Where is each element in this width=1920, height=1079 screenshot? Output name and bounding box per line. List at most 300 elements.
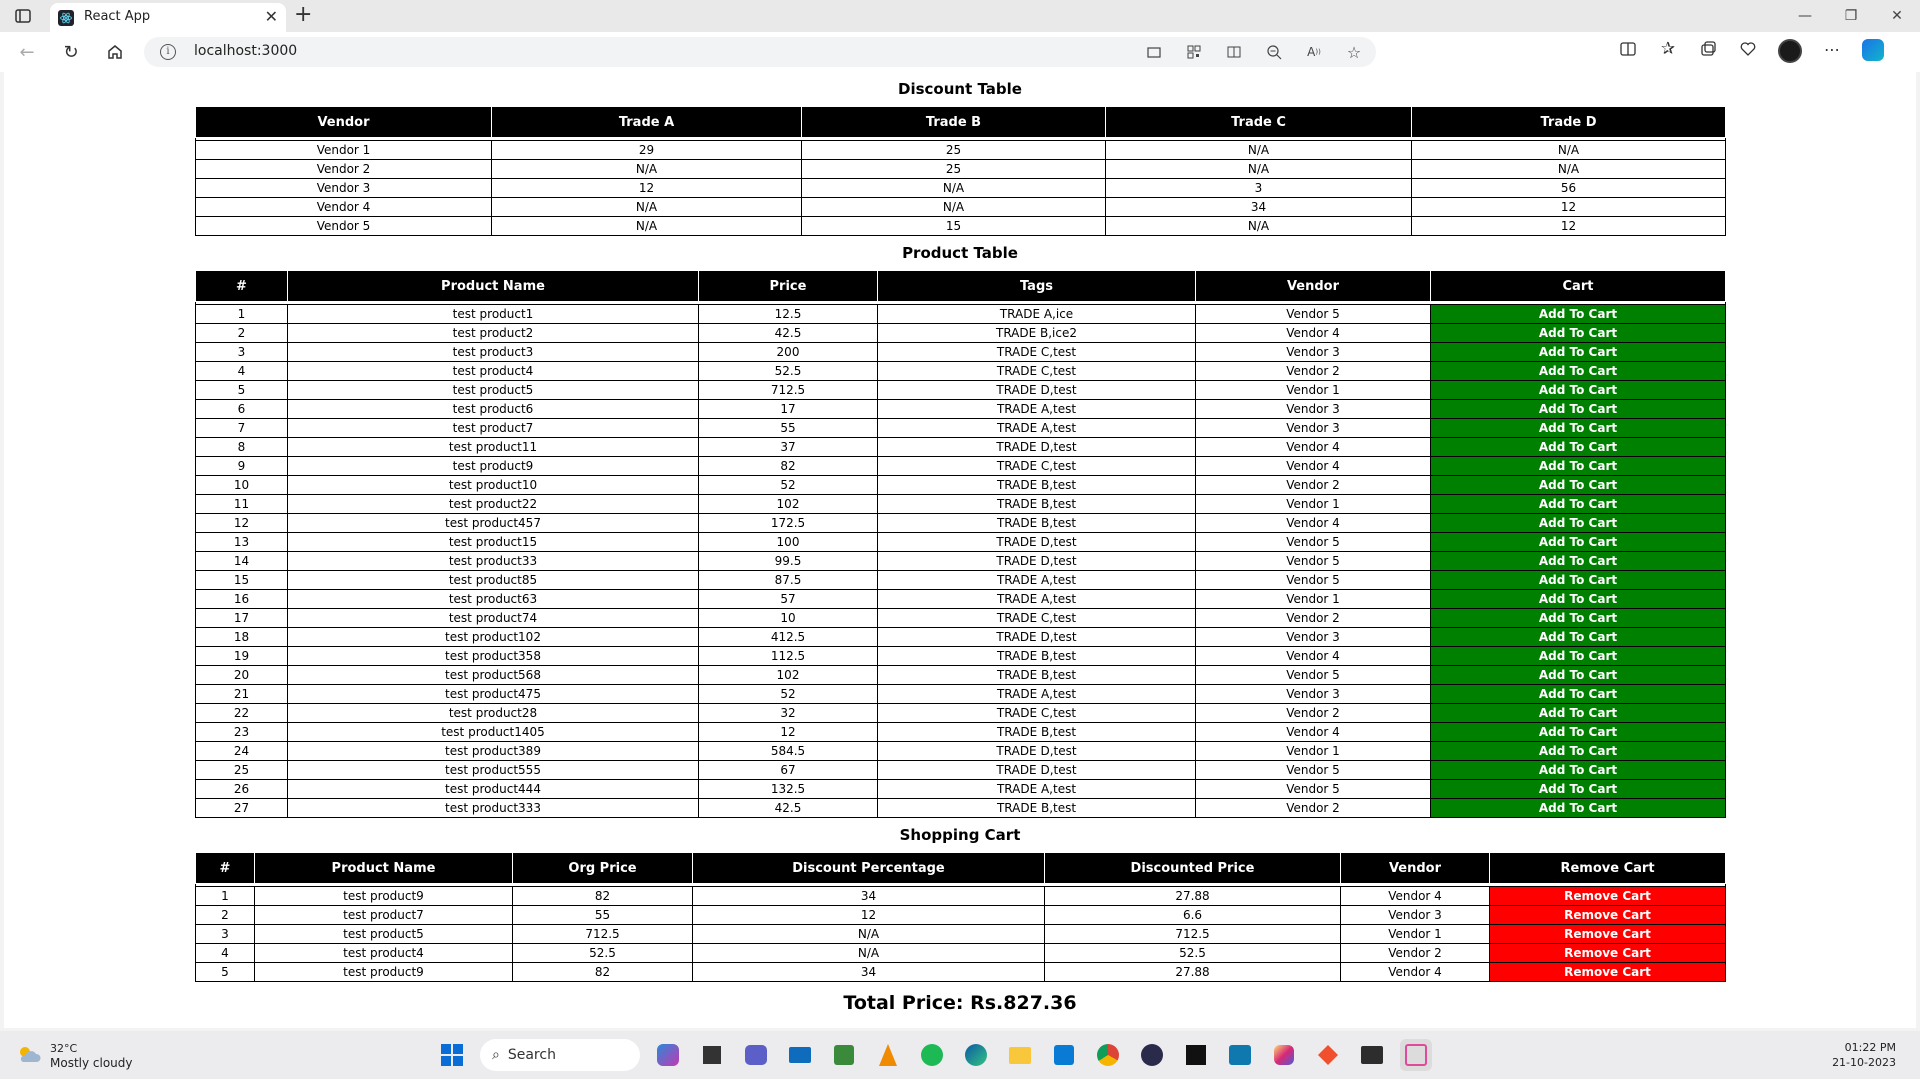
table-cell: 11 xyxy=(196,495,288,514)
table-cell: 57 xyxy=(699,590,878,609)
shopping-cart-table xyxy=(195,852,1726,982)
table-cell: TRADE D,test xyxy=(878,533,1196,552)
table-cell: Vendor 1 xyxy=(1196,495,1431,514)
add-to-cart-button[interactable]: Add To Cart xyxy=(1431,438,1726,457)
table-cell: TRADE D,test xyxy=(878,742,1196,761)
discount-table xyxy=(195,106,1726,236)
table-cell: 10 xyxy=(699,609,878,628)
product-table-row xyxy=(196,419,1726,438)
table-cell: Vendor 3 xyxy=(1196,685,1431,704)
table-cell: N/A xyxy=(802,179,1106,198)
split-view-icon[interactable] xyxy=(1618,39,1638,59)
header-trade-a: Trade A xyxy=(492,107,802,138)
table-cell: 6.6 xyxy=(1045,906,1341,925)
header-price: Price xyxy=(699,271,878,302)
table-cell: 52.5 xyxy=(1045,944,1341,963)
add-to-cart-button[interactable]: Add To Cart xyxy=(1431,571,1726,590)
table-cell: 112.5 xyxy=(699,647,878,666)
table-cell: Vendor 1 xyxy=(1196,590,1431,609)
table-cell: TRADE A,test xyxy=(878,590,1196,609)
table-cell: test product9 xyxy=(255,887,513,906)
product-table-row xyxy=(196,343,1726,362)
table-cell: Vendor 4 xyxy=(1196,723,1431,742)
remove-cart-button[interactable]: Remove Cart xyxy=(1490,944,1726,963)
browser-essentials-icon[interactable] xyxy=(1738,39,1758,59)
table-cell: 23 xyxy=(196,723,288,742)
copilot-icon[interactable] xyxy=(1862,39,1884,61)
product-table-row xyxy=(196,799,1726,818)
tab-actions-icon[interactable] xyxy=(14,7,32,25)
table-cell: 99.5 xyxy=(699,552,878,571)
close-window-icon[interactable]: ✕ xyxy=(1891,8,1903,24)
restore-icon[interactable]: ❐ xyxy=(1844,8,1858,24)
refresh-icon[interactable]: ↻ xyxy=(63,41,79,63)
product-table-row xyxy=(196,495,1726,514)
table-cell: Vendor 5 xyxy=(1196,533,1431,552)
add-to-cart-button[interactable]: Add To Cart xyxy=(1431,666,1726,685)
table-cell: test product63 xyxy=(288,590,699,609)
header-discounted-price: Discounted Price xyxy=(1045,853,1341,884)
mail-icon[interactable] xyxy=(784,1039,816,1071)
table-cell: TRADE B,test xyxy=(878,647,1196,666)
table-cell: 27 xyxy=(196,799,288,818)
git-app-icon[interactable] xyxy=(1312,1039,1344,1071)
product-table-row xyxy=(196,704,1726,723)
add-to-cart-button[interactable]: Add To Cart xyxy=(1431,590,1726,609)
add-to-cart-button[interactable]: Add To Cart xyxy=(1431,533,1726,552)
header-org-price: Org Price xyxy=(513,853,693,884)
table-cell: 42.5 xyxy=(699,324,878,343)
table-cell: 712.5 xyxy=(1045,925,1341,944)
table-cell: Vendor 5 xyxy=(1196,666,1431,685)
home-icon[interactable] xyxy=(104,41,126,63)
table-cell: 172.5 xyxy=(699,514,878,533)
table-cell: test product7 xyxy=(255,906,513,925)
table-cell: TRADE D,test xyxy=(878,438,1196,457)
add-to-cart-button[interactable]: Add To Cart xyxy=(1431,343,1726,362)
table-cell: TRADE A,test xyxy=(878,685,1196,704)
table-cell: N/A xyxy=(1412,160,1726,179)
table-cell: test product11 xyxy=(288,438,699,457)
product-table-body xyxy=(196,302,1726,818)
back-icon[interactable]: ← xyxy=(19,41,35,63)
weather-widget[interactable] xyxy=(16,1041,146,1071)
table-cell: 55 xyxy=(513,906,693,925)
product-table xyxy=(195,270,1726,818)
table-cell: 52 xyxy=(699,685,878,704)
profile-avatar[interactable] xyxy=(1778,39,1802,63)
browser-tab[interactable] xyxy=(50,3,286,32)
table-cell: 9 xyxy=(196,457,288,476)
table-cell: Vendor 4 xyxy=(1341,887,1490,906)
table-cell: 32 xyxy=(699,704,878,723)
product-table-header-row xyxy=(196,271,1726,302)
clock-time: 01:22 PM xyxy=(1844,1041,1896,1054)
copilot-app-icon[interactable] xyxy=(652,1039,684,1071)
table-cell: N/A xyxy=(1106,141,1412,160)
cloudy-weather-icon xyxy=(16,1043,42,1065)
add-to-cart-button[interactable]: Add To Cart xyxy=(1431,457,1726,476)
table-cell: test product9 xyxy=(288,457,699,476)
table-cell: TRADE B,test xyxy=(878,666,1196,685)
table-cell: 2 xyxy=(196,906,255,925)
react-logo-icon xyxy=(58,10,74,26)
table-cell: test product555 xyxy=(288,761,699,780)
product-table-row xyxy=(196,590,1726,609)
table-cell: test product389 xyxy=(288,742,699,761)
header-cart: Cart xyxy=(1431,271,1726,302)
new-tab-icon[interactable]: + xyxy=(294,2,313,27)
split-screen-icon[interactable] xyxy=(1224,42,1244,62)
add-to-cart-button[interactable]: Add To Cart xyxy=(1431,476,1726,495)
remove-cart-button[interactable]: Remove Cart xyxy=(1490,925,1726,944)
table-cell: test product4 xyxy=(288,362,699,381)
photos-icon[interactable] xyxy=(828,1039,860,1071)
read-aloud-icon[interactable]: A )) xyxy=(1307,45,1321,59)
minimize-icon[interactable]: — xyxy=(1798,8,1812,24)
table-cell: 37 xyxy=(699,438,878,457)
cart-table-body xyxy=(196,884,1726,982)
site-info-icon[interactable]: i xyxy=(160,44,176,60)
discount-table-row xyxy=(196,160,1726,179)
table-cell: Vendor 5 xyxy=(1196,761,1431,780)
table-cell: 2 xyxy=(196,324,288,343)
add-to-cart-button[interactable]: Add To Cart xyxy=(1431,324,1726,343)
kotlin-app-icon[interactable] xyxy=(1180,1039,1212,1071)
taskbar-apps xyxy=(436,1039,1432,1071)
table-cell: 25 xyxy=(802,160,1106,179)
page-viewport xyxy=(4,72,1916,1028)
edge-browser-icon[interactable] xyxy=(960,1039,992,1071)
add-to-cart-button[interactable]: Add To Cart xyxy=(1431,704,1726,723)
cart-table-row xyxy=(196,963,1726,982)
discount-table-title: Discount Table xyxy=(898,80,1022,98)
table-cell: Vendor 4 xyxy=(1196,647,1431,666)
table-cell: Vendor 2 xyxy=(196,160,492,179)
table-cell: test product102 xyxy=(288,628,699,647)
table-cell: Vendor 3 xyxy=(196,179,492,198)
url-bar-icons xyxy=(1144,42,1364,62)
table-cell: TRADE B,test xyxy=(878,476,1196,495)
table-cell: 82 xyxy=(513,887,693,906)
table-cell: Vendor 2 xyxy=(1196,799,1431,818)
table-cell: TRADE D,test xyxy=(878,381,1196,400)
close-tab-icon[interactable]: ✕ xyxy=(264,7,278,26)
clock-date: 21-10-2023 xyxy=(1832,1056,1896,1069)
table-cell: 19 xyxy=(196,647,288,666)
add-to-cart-button[interactable]: Add To Cart xyxy=(1431,780,1726,799)
header-vendor: Vendor xyxy=(1341,853,1490,884)
table-cell: Vendor 4 xyxy=(1196,514,1431,533)
table-cell: N/A xyxy=(492,160,802,179)
favorite-star-icon[interactable]: ☆ xyxy=(1346,42,1362,62)
add-to-cart-button[interactable]: Add To Cart xyxy=(1431,514,1726,533)
terminal-icon[interactable] xyxy=(1356,1039,1388,1071)
header-trade-d: Trade D xyxy=(1412,107,1726,138)
discount-table-row xyxy=(196,141,1726,160)
table-cell: test product6 xyxy=(288,400,699,419)
url-box[interactable] xyxy=(144,37,1376,67)
add-to-cart-button[interactable]: Add To Cart xyxy=(1431,381,1726,400)
table-cell: test product568 xyxy=(288,666,699,685)
table-cell: Vendor 3 xyxy=(1196,419,1431,438)
add-to-cart-button[interactable]: Add To Cart xyxy=(1431,685,1726,704)
table-cell: 200 xyxy=(699,343,878,362)
table-cell: TRADE C,test xyxy=(878,704,1196,723)
table-cell: 25 xyxy=(196,761,288,780)
table-cell: TRADE A,ice xyxy=(878,305,1196,324)
qr-code-icon[interactable] xyxy=(1184,42,1204,62)
table-cell: test product1 xyxy=(288,305,699,324)
product-table-row xyxy=(196,685,1726,704)
table-cell: Vendor 2 xyxy=(1196,609,1431,628)
chrome-icon[interactable] xyxy=(1092,1039,1124,1071)
add-to-cart-button[interactable]: Add To Cart xyxy=(1431,742,1726,761)
table-cell: 15 xyxy=(196,571,288,590)
add-to-cart-button[interactable]: Add To Cart xyxy=(1431,419,1726,438)
search-icon: ⌕ xyxy=(492,1047,500,1063)
table-cell: Vendor 2 xyxy=(1341,944,1490,963)
teams-icon[interactable] xyxy=(740,1039,772,1071)
table-cell: TRADE A,test xyxy=(878,400,1196,419)
zoom-out-icon[interactable] xyxy=(1264,42,1284,62)
product-table-row xyxy=(196,533,1726,552)
add-to-cart-button[interactable]: Add To Cart xyxy=(1431,609,1726,628)
table-cell: TRADE C,test xyxy=(878,609,1196,628)
app-available-icon[interactable] xyxy=(1144,42,1164,62)
table-cell: 3 xyxy=(196,343,288,362)
table-cell: 7 xyxy=(196,419,288,438)
product-table-row xyxy=(196,324,1726,343)
table-cell: 82 xyxy=(699,457,878,476)
table-cell: Vendor 2 xyxy=(1196,362,1431,381)
table-cell: 24 xyxy=(196,742,288,761)
table-cell: 52 xyxy=(699,476,878,495)
media-app-icon[interactable] xyxy=(1136,1039,1168,1071)
table-cell: test product5 xyxy=(255,925,513,944)
table-cell: test product358 xyxy=(288,647,699,666)
product-table-row xyxy=(196,457,1726,476)
product-table-row xyxy=(196,647,1726,666)
shopping-cart-title: Shopping Cart xyxy=(899,826,1021,844)
table-cell: 26 xyxy=(196,780,288,799)
table-cell: TRADE B,test xyxy=(878,799,1196,818)
product-table-row xyxy=(196,761,1726,780)
table-cell: 52.5 xyxy=(513,944,693,963)
table-cell: Vendor 3 xyxy=(1196,628,1431,647)
weather-description: Mostly cloudy xyxy=(50,1056,133,1070)
table-cell: Vendor 5 xyxy=(1196,552,1431,571)
add-to-cart-button[interactable]: Add To Cart xyxy=(1431,362,1726,381)
table-cell: 712.5 xyxy=(699,381,878,400)
remove-cart-button[interactable]: Remove Cart xyxy=(1490,906,1726,925)
table-cell: N/A xyxy=(492,217,802,236)
prime-video-icon[interactable] xyxy=(1224,1039,1256,1071)
table-cell: 34 xyxy=(693,963,1045,982)
table-cell: N/A xyxy=(693,944,1045,963)
table-cell: TRADE B,test xyxy=(878,723,1196,742)
page-content xyxy=(4,72,1916,1014)
vlc-icon[interactable] xyxy=(872,1039,904,1071)
table-cell: test product9 xyxy=(255,963,513,982)
table-cell: N/A xyxy=(1106,160,1412,179)
table-cell: 27.88 xyxy=(1045,963,1341,982)
table-cell: Vendor 5 xyxy=(1196,780,1431,799)
add-to-cart-button[interactable]: Add To Cart xyxy=(1431,552,1726,571)
instagram-icon[interactable] xyxy=(1268,1039,1300,1071)
table-cell: 6 xyxy=(196,400,288,419)
table-cell: test product28 xyxy=(288,704,699,723)
table-cell: 56 xyxy=(1412,179,1726,198)
table-cell: Vendor 1 xyxy=(196,141,492,160)
folder-icon[interactable] xyxy=(1004,1039,1036,1071)
windows-start-icon[interactable] xyxy=(436,1039,468,1071)
table-cell: 100 xyxy=(699,533,878,552)
table-cell: N/A xyxy=(693,925,1045,944)
table-cell: 5 xyxy=(196,381,288,400)
address-bar-row xyxy=(0,32,1920,72)
header-product-name: Product Name xyxy=(255,853,513,884)
table-cell: Vendor 1 xyxy=(1341,925,1490,944)
table-cell: 12 xyxy=(492,179,802,198)
file-manager-icon[interactable] xyxy=(696,1039,728,1071)
remove-cart-button[interactable]: Remove Cart xyxy=(1490,887,1726,906)
table-cell: 12 xyxy=(196,514,288,533)
product-table-row xyxy=(196,571,1726,590)
cart-table-row xyxy=(196,906,1726,925)
header-index: # xyxy=(196,853,255,884)
header-product-name: Product Name xyxy=(288,271,699,302)
product-table-row xyxy=(196,514,1726,533)
table-cell: Vendor 3 xyxy=(1196,343,1431,362)
table-cell: 12 xyxy=(1412,198,1726,217)
table-cell: 27.88 xyxy=(1045,887,1341,906)
add-to-cart-button[interactable]: Add To Cart xyxy=(1431,628,1726,647)
collections-icon[interactable] xyxy=(1698,39,1718,59)
add-to-cart-button[interactable]: Add To Cart xyxy=(1431,647,1726,666)
table-cell: 29 xyxy=(492,141,802,160)
table-cell: 1 xyxy=(196,887,255,906)
product-table-row xyxy=(196,723,1726,742)
table-cell: TRADE A,test xyxy=(878,780,1196,799)
table-cell: 132.5 xyxy=(699,780,878,799)
product-table-row xyxy=(196,305,1726,324)
table-cell: test product2 xyxy=(288,324,699,343)
table-cell: 18 xyxy=(196,628,288,647)
product-table-row xyxy=(196,742,1726,761)
vscode-icon[interactable] xyxy=(1048,1039,1080,1071)
add-to-cart-button[interactable]: Add To Cart xyxy=(1431,400,1726,419)
table-cell: 22 xyxy=(196,704,288,723)
table-cell: test product85 xyxy=(288,571,699,590)
table-cell: N/A xyxy=(802,198,1106,217)
table-cell: TRADE D,test xyxy=(878,761,1196,780)
table-cell: test product15 xyxy=(288,533,699,552)
header-vendor: Vendor xyxy=(196,107,492,138)
table-cell: 12 xyxy=(1412,217,1726,236)
taskbar-search[interactable] xyxy=(480,1039,640,1071)
table-cell: 584.5 xyxy=(699,742,878,761)
table-cell: 34 xyxy=(693,887,1045,906)
table-cell: Vendor 1 xyxy=(1196,381,1431,400)
product-table-row xyxy=(196,400,1726,419)
table-cell: 20 xyxy=(196,666,288,685)
table-cell: test product10 xyxy=(288,476,699,495)
table-cell: 4 xyxy=(196,944,255,963)
table-cell: TRADE D,test xyxy=(878,552,1196,571)
table-cell: 412.5 xyxy=(699,628,878,647)
discount-table-header-row xyxy=(196,107,1726,138)
more-options-icon[interactable]: ⋯ xyxy=(1824,39,1840,59)
table-cell: test product444 xyxy=(288,780,699,799)
table-cell: 12 xyxy=(693,906,1045,925)
add-to-cart-button[interactable]: Add To Cart xyxy=(1431,799,1726,818)
remove-cart-button[interactable]: Remove Cart xyxy=(1490,963,1726,982)
discount-table-body xyxy=(196,138,1726,236)
table-cell: TRADE B,test xyxy=(878,495,1196,514)
table-cell: 102 xyxy=(699,495,878,514)
table-cell: Vendor 5 xyxy=(1196,571,1431,590)
add-to-cart-button[interactable]: Add To Cart xyxy=(1431,723,1726,742)
table-cell: 15 xyxy=(802,217,1106,236)
favorites-icon[interactable]: ✰ xyxy=(1660,39,1676,59)
add-to-cart-button[interactable]: Add To Cart xyxy=(1431,495,1726,514)
table-cell: test product1405 xyxy=(288,723,699,742)
table-cell: 67 xyxy=(699,761,878,780)
table-cell: 21 xyxy=(196,685,288,704)
product-table-row xyxy=(196,362,1726,381)
spotify-icon[interactable] xyxy=(916,1039,948,1071)
table-cell: Vendor 4 xyxy=(1196,324,1431,343)
table-cell: Vendor 4 xyxy=(1196,457,1431,476)
table-cell: 17 xyxy=(699,400,878,419)
table-cell: 12.5 xyxy=(699,305,878,324)
table-cell: 87.5 xyxy=(699,571,878,590)
taskbar-search-placeholder: Search xyxy=(507,1047,556,1063)
table-cell: 712.5 xyxy=(513,925,693,944)
snipping-tool-icon[interactable] xyxy=(1400,1039,1432,1071)
add-to-cart-button[interactable]: Add To Cart xyxy=(1431,761,1726,780)
add-to-cart-button[interactable]: Add To Cart xyxy=(1431,305,1726,324)
table-cell: N/A xyxy=(1106,217,1412,236)
url-text[interactable]: localhost:3000 xyxy=(194,43,298,59)
system-clock[interactable] xyxy=(1832,1040,1896,1070)
table-cell: N/A xyxy=(1412,141,1726,160)
table-cell: Vendor 4 xyxy=(196,198,492,217)
table-cell: Vendor 5 xyxy=(1196,305,1431,324)
table-cell: 17 xyxy=(196,609,288,628)
product-table-row xyxy=(196,666,1726,685)
header-trade-c: Trade C xyxy=(1106,107,1412,138)
header-remove-cart: Remove Cart xyxy=(1490,853,1726,884)
table-cell: test product22 xyxy=(288,495,699,514)
product-table-row xyxy=(196,381,1726,400)
header-index: # xyxy=(196,271,288,302)
table-cell: Vendor 3 xyxy=(1196,400,1431,419)
table-cell: 5 xyxy=(196,963,255,982)
weather-temperature: 32°C xyxy=(50,1042,78,1055)
table-cell: N/A xyxy=(492,198,802,217)
table-cell: 25 xyxy=(802,141,1106,160)
discount-table-row xyxy=(196,198,1726,217)
table-cell: TRADE A,test xyxy=(878,571,1196,590)
table-cell: 13 xyxy=(196,533,288,552)
table-cell: Vendor 5 xyxy=(196,217,492,236)
table-cell: TRADE B,test xyxy=(878,514,1196,533)
cart-table-header-row xyxy=(196,853,1726,884)
table-cell: 34 xyxy=(1106,198,1412,217)
table-cell: 52.5 xyxy=(699,362,878,381)
